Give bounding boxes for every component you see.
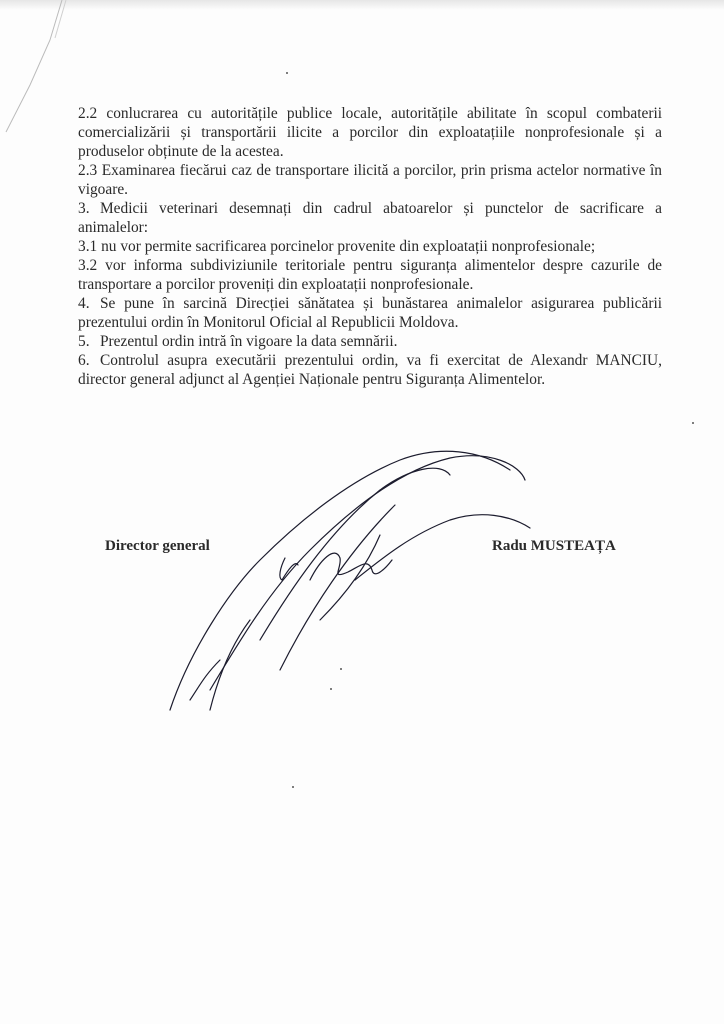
- paragraph-number: 6.: [78, 352, 90, 369]
- paragraph-text: 3.1 nu vor permite sacrificarea porcinelor provenite din exploatații nonprofesionale;: [78, 238, 596, 255]
- paragraph-text: Prezentul ordin intră în vigoare la data semnării.: [100, 333, 398, 350]
- paragraph: [78, 161, 662, 199]
- paragraph-text: Controlul asupra executării prezentului ordin, va fi exercitat de Alexandr MANCIU, director general adjunct al Agenției Naționale pentru Siguranța Alimentelor.: [78, 352, 662, 388]
- paragraph-text: 2.2 conlucrarea cu autoritățile publice locale, autoritățile abilitate în scopul combaterii comercializării și transportării ilicite a porcilor din exploatațiile nonprofesionale și a produselor obținute de la acestea.: [78, 105, 662, 160]
- scan-speck: [292, 786, 294, 788]
- scan-speck: [340, 668, 342, 670]
- signatory-name: Radu MUSTEAȚA: [492, 538, 616, 554]
- paragraph: [78, 104, 662, 161]
- scan-top-shadow: [0, 0, 724, 10]
- scan-speck: [286, 72, 288, 74]
- paragraph-number: 5.: [78, 333, 90, 350]
- paragraph: [78, 332, 662, 351]
- paragraph-number: 4.: [78, 295, 90, 312]
- signatory-title: Director general: [105, 538, 210, 554]
- handwritten-signature: [150, 440, 570, 720]
- paragraph: [78, 351, 662, 389]
- paragraph: [78, 199, 662, 237]
- paragraph: [78, 294, 662, 332]
- scan-speck: [330, 688, 332, 690]
- paragraph-text: Se pune în sarcină Direcției sănătatea și bunăstarea animalelor asigurarea publicării prezentului ordin în Monitorul Oficial al Republicii Moldova.: [78, 295, 662, 331]
- paragraph-text: Medicii veterinari desemnați din cadrul abatoarelor și punctelor de sacrificare a animalelor:: [78, 200, 662, 236]
- paragraph-number: 3.: [78, 200, 90, 217]
- page-fold-mark: [0, 0, 80, 140]
- document-body: [78, 104, 662, 389]
- paragraph-text: 2.3 Examinarea fiecărui caz de transportare ilicită a porcilor, prin prisma actelor normative în vigoare.: [78, 162, 662, 198]
- paragraph-text: 3.2 vor informa subdiviziunile teritoriale pentru siguranța alimentelor despre cazurile de transportare a porcilor proveniți din exploatații nonprofesionale.: [78, 257, 662, 293]
- scan-speck: [692, 422, 694, 424]
- paragraph: [78, 237, 662, 256]
- paragraph: [78, 256, 662, 294]
